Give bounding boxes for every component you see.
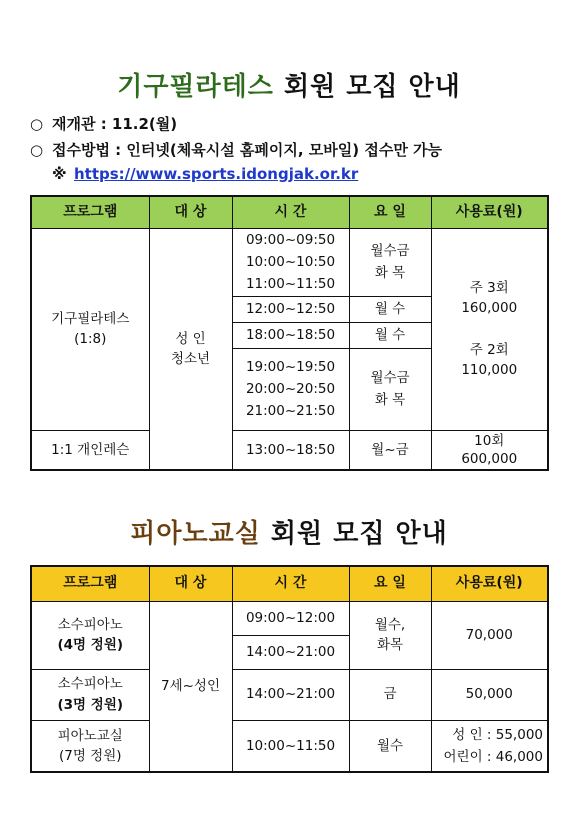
website-info — [52, 165, 358, 183]
time-cell — [232, 228, 349, 296]
fee-label: 10회 — [474, 432, 505, 449]
table-header-row — [31, 196, 548, 228]
days-text: 화 목 — [374, 392, 406, 408]
piano-title-highlight: 피아노교실 — [130, 519, 261, 549]
table-row — [31, 601, 548, 635]
time-slot: 21:00~21:50 — [245, 403, 336, 419]
fee-cell — [431, 720, 548, 772]
fee-value: 110,000 — [461, 362, 518, 379]
days-cell: 월 수 — [349, 322, 431, 348]
header-time: 시 간 — [232, 566, 349, 601]
time-cell — [232, 348, 349, 430]
piano-schedule-table — [30, 565, 549, 773]
time-cell: 10:00~11:50 — [232, 720, 349, 772]
table-row — [31, 228, 548, 296]
fee-cell — [431, 228, 548, 430]
program-capacity: (3명 정원) — [57, 696, 124, 713]
target-adult: 성 인 — [175, 330, 206, 347]
program-name: 소수피아노 — [57, 676, 123, 693]
pilates-title-highlight: 기구필라테스 — [117, 72, 274, 102]
header-target: 대 상 — [149, 196, 232, 228]
target-youth: 청소년 — [170, 350, 211, 367]
apply-info — [30, 139, 442, 160]
program-name: 피아노교실 — [57, 727, 123, 744]
target-cell: 7세~성인 — [149, 601, 232, 772]
program-name: 기구필라테스 — [51, 310, 130, 327]
fee-label: 주 2회 — [469, 342, 509, 358]
days-text: 월수금 — [370, 370, 410, 386]
days-cell — [349, 348, 431, 430]
pilates-title — [0, 66, 578, 103]
apply-text: 접수방법 : 인터넷(체육시설 홈페이지, 모바일) 접수만 가능 — [52, 141, 443, 159]
days-cell — [349, 228, 431, 296]
time-slot: 10:00~10:50 — [245, 254, 336, 270]
program-cell — [31, 720, 149, 772]
table-row — [31, 720, 548, 772]
header-fee: 사용료(원) — [431, 566, 548, 601]
days-cell: 금 — [349, 669, 431, 720]
program-capacity: (4명 정원) — [57, 637, 124, 653]
program-cell — [31, 601, 149, 669]
fee-value: 160,000 — [461, 299, 518, 316]
piano-title-rest: 회원 모집 안내 — [270, 519, 448, 549]
time-slot: 09:00~09:50 — [245, 232, 336, 248]
program-ratio: (1:8) — [74, 331, 107, 347]
time-slot: 20:00~20:50 — [245, 381, 336, 397]
time-cell: 13:00~18:50 — [232, 430, 349, 470]
fee-value: 600,000 — [461, 450, 518, 467]
fee-cell: 70,000 — [431, 601, 548, 669]
piano-title — [0, 513, 578, 550]
fee-child: 어린이 : 46,000 — [443, 748, 543, 765]
time-slot: 11:00~11:50 — [245, 276, 336, 292]
pilates-schedule-table — [30, 195, 549, 471]
fee-cell — [431, 430, 548, 470]
fee-cell: 50,000 — [431, 669, 548, 720]
time-slot: 19:00~19:50 — [245, 359, 336, 375]
days-cell — [349, 601, 431, 669]
reopen-text: 재개관 : 11.2(월) — [52, 115, 178, 133]
reference-mark: ※ — [52, 165, 67, 183]
days-text: 월수금 — [370, 243, 410, 259]
circle-bullet: ○ — [30, 115, 44, 133]
program-cell — [31, 228, 149, 430]
table-row — [31, 669, 548, 720]
program-capacity: (7명 정원) — [58, 747, 122, 764]
days-cell: 월수 — [349, 720, 431, 772]
circle-bullet: ○ — [30, 141, 44, 159]
time-cell: 12:00~12:50 — [232, 296, 349, 322]
days-text: 화목 — [376, 637, 404, 653]
header-program: 프로그램 — [31, 196, 149, 228]
program-private: 1:1 개인레슨 — [31, 430, 149, 470]
header-days: 요 일 — [349, 196, 431, 228]
time-cell: 18:00~18:50 — [232, 322, 349, 348]
days-cell: 월~금 — [349, 430, 431, 470]
program-name: 소수피아노 — [57, 616, 123, 633]
table-header-row — [31, 566, 548, 601]
header-days: 요 일 — [349, 566, 431, 601]
days-cell: 월 수 — [349, 296, 431, 322]
table-row — [31, 430, 548, 470]
time-cell: 14:00~21:00 — [232, 669, 349, 720]
time-cell: 09:00~12:00 — [232, 601, 349, 635]
header-program: 프로그램 — [31, 566, 149, 601]
program-cell — [31, 669, 149, 720]
header-fee: 사용료(원) — [431, 196, 548, 228]
time-cell: 14:00~21:00 — [232, 635, 349, 669]
header-time: 시 간 — [232, 196, 349, 228]
header-target: 대 상 — [149, 566, 232, 601]
days-text: 화 목 — [374, 265, 406, 281]
fee-adult: 성 인 : 55,000 — [452, 726, 543, 743]
reopen-info — [30, 113, 177, 134]
website-link[interactable]: https://www.sports.idongjak.or.kr — [74, 165, 359, 183]
days-text: 월수, — [374, 616, 406, 633]
fee-label: 주 3회 — [469, 279, 509, 296]
pilates-title-rest: 회원 모집 안내 — [283, 72, 461, 102]
target-cell — [149, 228, 232, 470]
